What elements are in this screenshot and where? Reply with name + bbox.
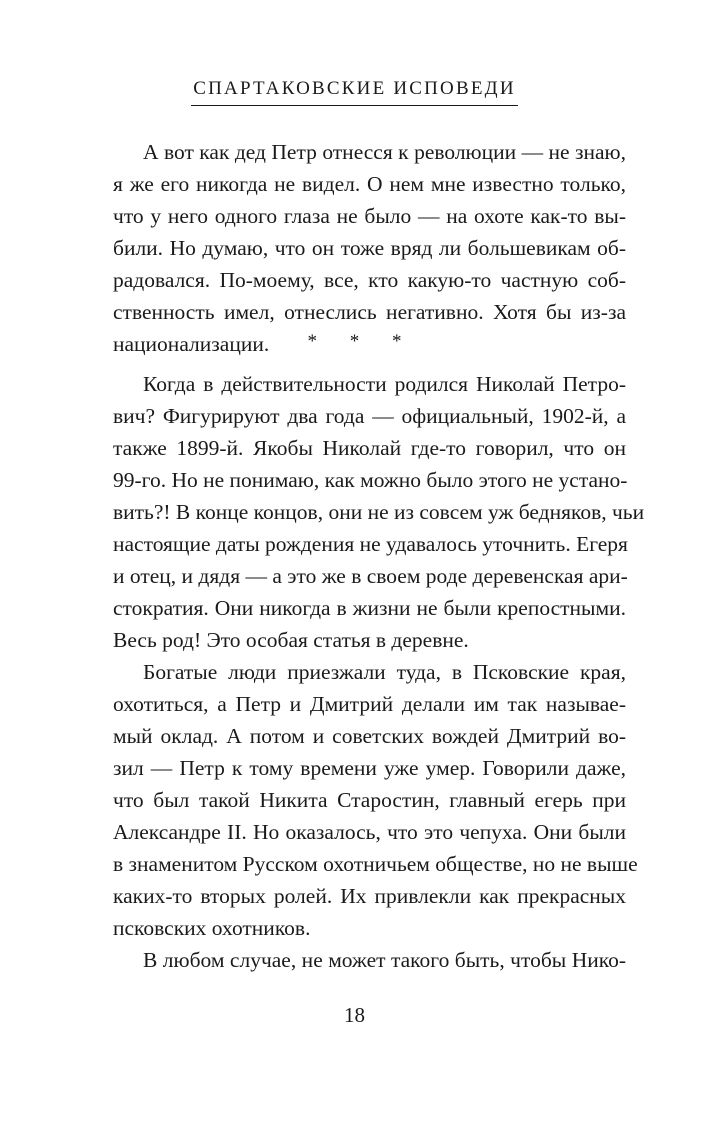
text-line: Весь род! Это особая статья в деревне. (113, 628, 469, 652)
text-line: псковских охотников. (113, 916, 311, 940)
text-line: вить?! В конце концов, они не из совсем уж бедняков, чьи (113, 500, 645, 524)
text-line: национализации. (113, 332, 270, 356)
running-title: СПАРТАКОВСКИЕ ИСПОВЕДИ (191, 78, 518, 106)
text-line: стократия. Они никогда в жизни не были крепостными. (113, 596, 626, 620)
section-separator: * * * (307, 331, 416, 352)
text-line: охотиться, а Петр и Дмитрий делали им так называе- (113, 692, 626, 716)
text-line: вич? Фигурируют два года — официальный, 1902-й, а (113, 404, 626, 428)
page-number: 18 (344, 1003, 365, 1027)
text-line: зил — Петр к тому времени уже умер. Говорили даже, (113, 756, 626, 780)
text-line: что у него одного глаза не было — на охоте как-то вы- (113, 204, 626, 228)
text-line: А вот как дед Петр отнесся к революции — не знаю, (143, 140, 626, 164)
text-line: В любом случае, не может такого быть, чтобы Нико- (143, 948, 626, 972)
text-line: Когда в действительности родился Николай Петро- (143, 372, 626, 396)
text-line: радовался. По-моему, все, кто какую-то частную соб- (113, 268, 626, 292)
text-line: ственность имел, отнеслись негативно. Хотя бы из-за (113, 300, 626, 324)
text-line: Богатые люди приезжали туда, в Псковские края, (143, 660, 626, 684)
text-line: и отец, и дядя — а это же в своем роде деревенская ари- (113, 564, 628, 588)
text-line: мый оклад. А потом и советских вождей Дмитрий во- (113, 724, 626, 748)
running-header (0, 78, 709, 106)
text-line: настоящие даты рождения не удавалось уточнить. Егеря (113, 532, 628, 556)
text-line: также 1899-й. Якобы Николай где-то говорил, что он (113, 436, 626, 460)
text-line: каких-то вторых ролей. Их привлекли как прекрасных (113, 884, 626, 908)
text-line: я же его никогда не видел. О нем мне известно только, (113, 172, 626, 196)
text-line: били. Но думаю, что он тоже вряд ли большевикам об- (113, 236, 626, 260)
text-line: 99-го. Но не понимаю, как можно было этого не устано- (113, 468, 628, 492)
text-line: что был такой Никита Старостин, главный егерь при (113, 788, 626, 812)
text-line: Александре II. Но оказалось, что это чепуха. Они были (113, 820, 626, 844)
text-line: в знаменитом Русском охотничьем обществе, но не выше (113, 852, 638, 876)
